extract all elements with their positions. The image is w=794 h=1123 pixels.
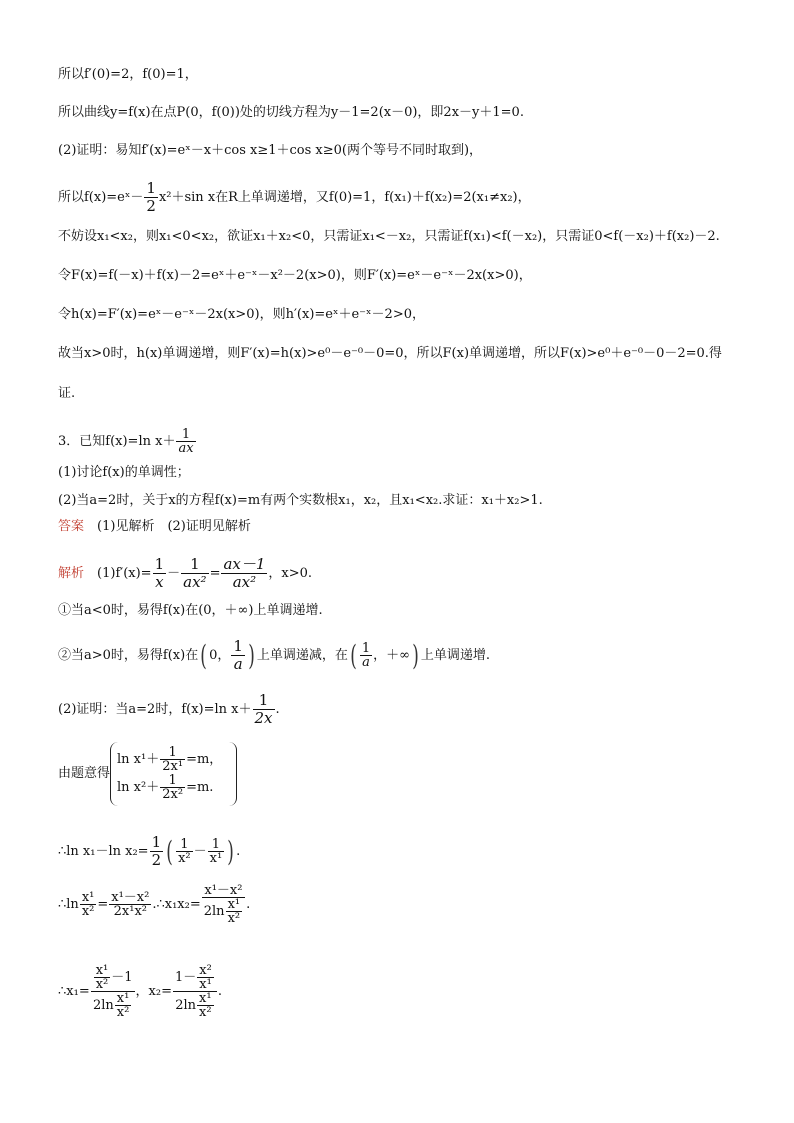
fraction-1-over-ax2 (181, 556, 208, 591)
num-tail: －1 (111, 970, 133, 985)
d2-text: ∴ln (58, 897, 79, 912)
q3-text: 3．已知f(x)=ln x＋ (58, 434, 176, 449)
left-paren: ( (350, 638, 357, 672)
answer-text: (1)见解析 (2)证明见解析 (97, 519, 251, 534)
frac-num: 1 (233, 637, 243, 655)
text-line-3: (2)证明：易知f′(x)=eˣ－x＋cos x≥1＋cos x≥0(两个等号不同时取到)， (58, 143, 483, 158)
den-ln: 2ln (175, 998, 197, 1013)
fraction-x1-over-x2-num (94, 964, 111, 991)
text-line-9: 证. (58, 386, 76, 401)
equals-sign: = (209, 566, 221, 581)
text-line-4 (58, 180, 531, 215)
frac-num: 1 (151, 833, 162, 851)
fraction-x1-over-x2-den (115, 992, 132, 1019)
derivation-line-1 (58, 834, 240, 869)
frac-den: 2 (146, 197, 156, 215)
d2-end: . (246, 897, 251, 912)
frac-den: 2x (254, 709, 273, 727)
interval-end: ，＋∞ (373, 648, 410, 663)
text-line-2: 所以曲线y=f(x)在点P(0，f(0))处的切线方程为y－1=2(x－0)，即2x－y＋1=0. (58, 105, 524, 120)
right-paren: ) (248, 638, 255, 672)
frac-num: x¹ (199, 991, 212, 1006)
d3-separator: ，x₂= (135, 984, 172, 999)
fraction-1-over-a (231, 638, 245, 673)
frac-den: x² (227, 911, 241, 926)
frac-den (91, 992, 135, 1019)
num-head: 1－ (174, 970, 197, 985)
frac-den: x² (116, 1005, 130, 1020)
frac-num: 1 (146, 179, 156, 197)
frac-num: x¹ (81, 890, 95, 905)
frac-den (173, 992, 217, 1019)
text-line-5: 不妨设x₁<x₂，则x₁<0<x₂，欲证x₁＋x₂<0，只需证x₁<－x₂，只需证f(x₁)<f(－x₂)，只需证0<f(－x₂)＋f(x₂)－2. (58, 229, 720, 244)
frac-den: a (362, 655, 370, 670)
system-label: 由题意得 (58, 766, 111, 781)
frac-den: x¹ (199, 977, 212, 992)
fraction-1-over-x (153, 556, 167, 591)
frac-den: x² (95, 977, 109, 992)
frac-num: ax－1 (223, 555, 266, 573)
c2-text-a: ②当a>0时，易得f(x)在 (58, 648, 199, 663)
den-ln: 2ln (203, 904, 225, 919)
solution-line-1 (58, 556, 312, 591)
l4-part-b: x²＋sin x在R上单调递增，又f(0)=1，f(x₁)＋f(x₂)=2(x₁≠x₂)， (158, 190, 531, 205)
fraction-x1-over-x2 (80, 891, 97, 918)
fraction-ax-minus-1 (221, 556, 267, 591)
frac-den: 2x² (162, 787, 184, 802)
frac-den: 2 (151, 851, 162, 869)
text-line-1: 所以f′(0)=2，f(0)=1， (58, 67, 198, 82)
frac-den: x² (199, 1005, 212, 1020)
fraction-x1-over-x2-den2 (197, 992, 214, 1019)
fraction-diff-over-product (109, 891, 151, 918)
fraction-half-2 (150, 834, 164, 869)
frac-num: 1 (160, 774, 185, 788)
eq2-left: ln x²＋ (117, 780, 160, 795)
frac-den (202, 898, 245, 925)
frac-num: x¹－x² (202, 884, 245, 898)
eq2-right: =m. (186, 780, 214, 795)
sol1-end: ，x>0. (268, 566, 313, 581)
frac-num: x² (199, 963, 212, 978)
d2-mid: .∴x₁x₂= (152, 897, 201, 912)
equals-sign: = (97, 897, 109, 912)
fraction-1-over-a-2 (360, 642, 372, 669)
fraction-1-over-2x1 (160, 746, 185, 773)
fraction-x1-result (91, 964, 135, 1019)
frac-num: 1 (208, 838, 225, 852)
frac-num (173, 964, 217, 992)
den-ln: 2ln (92, 998, 114, 1013)
question-3-part-1: (1)讨论f(x)的单调性； (58, 465, 190, 480)
frac-num (91, 964, 135, 992)
d1-end: . (236, 844, 241, 859)
system-brace (110, 742, 237, 806)
frac-den: x² (81, 904, 95, 919)
case-2-line (58, 638, 490, 673)
frac-num: x¹ (95, 963, 109, 978)
minus-sign: － (167, 566, 181, 581)
frac-den: x¹ (209, 851, 223, 866)
l4-part-a: 所以f(x)=eˣ－ (58, 190, 144, 205)
fraction-x2-over-x1 (197, 964, 214, 991)
fraction-1-over-2x (253, 692, 275, 727)
solution-label: 解析 (58, 566, 85, 581)
frac-den: 2x¹ (162, 759, 184, 774)
fraction-x2-result (173, 964, 217, 1019)
frac-den: ax² (183, 573, 207, 591)
frac-num: 1 (154, 555, 165, 573)
sol1-text: (1)f′(x)= (97, 566, 152, 581)
frac-den: x² (178, 851, 191, 866)
fraction-1-over-2x2 (160, 774, 185, 801)
answer-line (58, 518, 251, 536)
question-3-title (58, 428, 197, 455)
d1-text: ∴ln x₁－ln x₂= (58, 844, 149, 859)
d3-text: ∴x₁= (58, 984, 90, 999)
fraction-x1x2-result (202, 884, 245, 925)
fraction-half (144, 180, 158, 215)
question-3-part-2: (2)当a=2时，关于x的方程f(x)=m有两个实数根x₁，x₂，且x₁<x₂.求证：x₁＋x₂>1. (58, 493, 543, 508)
right-paren: ) (412, 638, 419, 672)
right-paren: ) (227, 834, 234, 868)
p2-text: (2)证明：当a=2时，f(x)=ln x＋ (58, 702, 252, 717)
derivation-line-2 (58, 884, 250, 925)
d3-end: . (217, 984, 222, 999)
left-paren: ( (166, 834, 173, 868)
derivation-line-3 (58, 964, 222, 1019)
frac-num: 1 (253, 692, 275, 710)
frac-num: x¹－x² (111, 890, 150, 905)
text-line-8: 故当x>0时，h(x)单调递增，则F′(x)=h(x)>e⁰－e⁻⁰－0=0，所以F(x)单调递增，所以F(x)>e⁰＋e⁻⁰－0－2=0.得 (58, 346, 722, 361)
p2-end: . (275, 702, 280, 717)
frac-num: 1 (176, 838, 193, 852)
eq1-right: =m， (186, 752, 223, 767)
equation-1 (117, 746, 222, 774)
frac-num: 1 (176, 428, 195, 442)
eq1-left: ln x¹＋ (117, 752, 160, 767)
fraction-1-over-x2 (176, 838, 193, 865)
equation-2 (117, 774, 222, 802)
minus-sign: － (193, 844, 207, 859)
case-1-line: ①当a<0时，易得f(x)在(0，＋∞)上单调递增. (58, 603, 323, 618)
fraction-1-over-ax (176, 428, 195, 455)
text-line-7: 令h(x)=F′(x)=eˣ－e⁻ˣ－2x(x>0)，则h′(x)=eˣ＋e⁻ˣ－2>0， (58, 307, 425, 322)
frac-num: x¹ (116, 991, 130, 1006)
text-line-6: 令F(x)=f(－x)＋f(x)－2=eˣ＋e⁻ˣ－x²－2(x>0)，则F′(x)=eˣ－e⁻ˣ－2x(x>0)， (58, 268, 532, 283)
answer-label: 答案 (58, 519, 85, 534)
c2-text-b: 上单调递减，在 (256, 648, 348, 663)
frac-den: 2x¹x² (113, 904, 147, 919)
frac-den: ax (178, 441, 194, 456)
frac-num: x¹ (227, 897, 241, 912)
part-2-line (58, 692, 280, 727)
frac-num: 1 (160, 746, 185, 760)
left-paren: ( (200, 638, 207, 672)
frac-den: x (155, 573, 164, 591)
fraction-1-over-x1 (208, 838, 225, 865)
frac-den: ax² (232, 573, 257, 591)
system-of-equations (58, 742, 237, 806)
frac-num: 1 (361, 641, 371, 656)
interval-start: 0， (209, 648, 231, 663)
frac-den: a (233, 655, 243, 673)
c2-text-c: 上单调递增. (420, 648, 491, 663)
frac-num: 1 (181, 556, 208, 574)
fraction-x1-over-x2-inner (226, 898, 243, 925)
